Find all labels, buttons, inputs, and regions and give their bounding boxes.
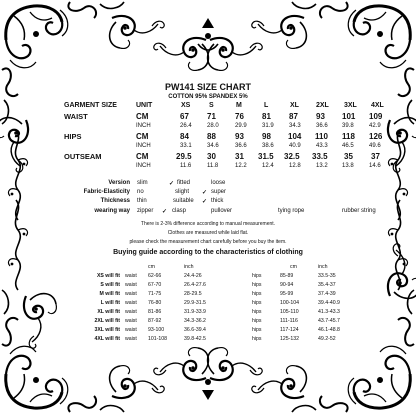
option-row-thickness: [60, 198, 360, 208]
value-cell: 126: [369, 132, 383, 141]
unit-cell: CM: [136, 152, 149, 161]
guide-part: waist: [125, 336, 137, 342]
unit-inch-label: inch: [184, 264, 194, 270]
guide-inch: 41.3-43.3: [318, 309, 340, 315]
value-cell: 40.9: [289, 143, 301, 149]
guide-inch: 36.6-39.4: [184, 327, 206, 333]
option-value: pullover: [211, 208, 233, 214]
guide-part: hips: [252, 309, 262, 315]
value-cell: 12.2: [235, 163, 247, 169]
buying-guide-title: Buying guide according to the characteristics of clothing: [113, 249, 303, 256]
value-cell: 32.5: [284, 152, 300, 161]
value-cell: 11.6: [180, 163, 192, 169]
measure-label: WAIST: [64, 112, 88, 121]
value-cell: 118: [342, 132, 355, 141]
guide-size: 4XL will fit: [94, 336, 120, 342]
value-cell: 33.1: [180, 143, 192, 149]
value-cell: 43.3: [316, 143, 328, 149]
guide-row: [80, 318, 350, 327]
guide-size: M will fit: [99, 291, 120, 297]
option-label: Version: [108, 180, 130, 186]
check-icon: ✓: [202, 190, 208, 196]
option-value: fitted: [177, 180, 191, 186]
guide-part: waist: [125, 309, 137, 315]
size-4xl: 4XL: [371, 102, 384, 109]
guide-inch: 31.9-33.9: [184, 309, 206, 315]
guide-part: waist: [125, 300, 137, 306]
guide-inch: 26.4-27.6: [184, 282, 206, 288]
unit-cell: CM: [136, 112, 149, 121]
value-cell: 36.6: [316, 123, 328, 129]
note-check-chart: please check the measurement chart carefully before you buy the item.: [129, 239, 287, 245]
guide-part: hips: [252, 282, 262, 288]
guide-cm: 90-94: [280, 282, 294, 288]
option-value: super: [211, 189, 227, 195]
option-label: Fabric-Elasticity: [83, 189, 130, 195]
guide-part: hips: [252, 300, 262, 306]
value-cell: 67: [180, 112, 189, 121]
value-cell: 35: [344, 152, 353, 161]
value-cell: 33.5: [312, 152, 328, 161]
unit-cm-label: cm: [148, 264, 155, 270]
option-label: Thickness: [100, 198, 130, 204]
value-cell: 42.9: [369, 123, 381, 129]
value-cell: 34.6: [207, 143, 219, 149]
guide-cm: 101-108: [148, 336, 168, 342]
value-cell: 14.6: [369, 163, 381, 169]
value-cell: 109: [369, 112, 383, 121]
value-cell: 38.6: [262, 143, 274, 149]
check-icon: ✓: [169, 181, 175, 187]
value-cell: 12.4: [262, 163, 274, 169]
option-value: thin: [137, 198, 147, 204]
value-cell: 31: [235, 152, 244, 161]
guide-inch: 46.1-48.8: [318, 327, 340, 333]
unit-cell: INCH: [136, 123, 151, 129]
value-cell: 98: [262, 132, 271, 141]
guide-cm: 76-80: [148, 300, 162, 306]
guide-row: [80, 336, 350, 345]
guide-size: XS will fit: [96, 273, 120, 279]
guide-cm: 105-110: [280, 309, 299, 315]
value-cell: 36.6: [235, 143, 247, 149]
guide-cm: 117-124: [280, 327, 299, 333]
guide-inch: 49.2-52: [318, 336, 336, 342]
guide-part: waist: [125, 282, 137, 288]
guide-part: waist: [125, 291, 137, 297]
option-value: rubber string: [342, 208, 376, 214]
unit-cell: INCH: [136, 143, 151, 149]
guide-inch: 24.4-26: [184, 273, 202, 279]
guide-cm: 100-104: [280, 300, 300, 306]
value-cell: 12.8: [289, 163, 301, 169]
chart-title: PW141 SIZE CHART: [164, 82, 251, 92]
value-cell: 49.6: [369, 143, 381, 149]
value-cell: 28.0: [207, 123, 219, 129]
guide-cm: 67-70: [148, 282, 162, 288]
guide-size: L will fit: [100, 300, 120, 306]
guide-part: hips: [252, 273, 262, 279]
value-cell: 88: [207, 132, 216, 141]
unit-cm-label: cm: [290, 264, 297, 270]
guide-inch: 39.4-40.9: [318, 300, 340, 306]
value-cell: 29.9: [235, 123, 247, 129]
option-label: wearing way: [94, 208, 130, 214]
guide-size: S will fit: [100, 282, 120, 288]
option-value: loose: [211, 180, 226, 186]
fabric-composition: COTTON 95% SPANDEX 5%: [168, 94, 248, 100]
value-cell: 84: [180, 132, 189, 141]
guide-row: [80, 282, 350, 291]
guide-part: hips: [252, 318, 262, 324]
option-value: slight: [175, 189, 190, 195]
guide-cm: 62-66: [148, 273, 162, 279]
guide-cm: 125-132: [280, 336, 300, 342]
guide-inch: 33.5-35: [318, 273, 336, 279]
option-value: zipper: [137, 208, 154, 214]
value-cell: 26.4: [180, 123, 192, 129]
guide-size: XL will fit: [97, 309, 120, 315]
guide-inch: 39.8-42.5: [184, 336, 206, 342]
value-cell: 13.8: [342, 163, 354, 169]
value-cell: 101: [342, 112, 356, 121]
value-cell: 11.8: [207, 163, 219, 169]
guide-cm: 87-92: [148, 318, 162, 324]
value-cell: 76: [235, 112, 244, 121]
guide-inch: 43.7-45.7: [318, 318, 340, 324]
guide-row: [80, 327, 350, 336]
option-value: thick: [211, 198, 224, 204]
value-cell: 34.3: [289, 123, 301, 129]
unit-cell: CM: [136, 132, 149, 141]
check-icon: ✓: [162, 209, 168, 215]
unit-inch-label: inch: [318, 264, 328, 270]
guide-part: hips: [252, 336, 262, 342]
option-value: slim: [137, 180, 148, 186]
guide-size: 3XL will fit: [94, 327, 120, 333]
measure-label: OUTSEAM: [64, 152, 102, 161]
size-s: S: [209, 102, 214, 109]
guide-part: waist: [125, 273, 137, 279]
guide-cm: 95-99: [280, 291, 294, 297]
value-cell: 46.5: [342, 143, 354, 149]
option-value: no: [137, 189, 144, 195]
guide-cm: 81-86: [148, 309, 162, 315]
size-l: L: [264, 102, 269, 109]
guide-inch: 29.9-31.5: [184, 300, 206, 306]
guide-part: waist: [125, 327, 137, 333]
guide-size: 2XL will fit: [94, 318, 120, 324]
option-value: tying rope: [278, 208, 305, 214]
guide-unit-row: [80, 264, 340, 273]
guide-inch: 28-29.5: [184, 291, 202, 297]
guide-part: hips: [252, 291, 262, 297]
guide-cm: 85-89: [280, 273, 294, 279]
guide-part: hips: [252, 327, 262, 333]
value-cell: 104: [288, 132, 302, 141]
guide-row: [80, 309, 350, 318]
check-icon: ✓: [202, 199, 208, 205]
size-xs: XS: [181, 102, 191, 109]
guide-cm: 71-75: [148, 291, 162, 297]
size-3xl: 3XL: [344, 102, 357, 109]
guide-cm: 93-100: [148, 327, 165, 333]
size-2xl: 2XL: [316, 102, 329, 109]
value-cell: 93: [235, 132, 244, 141]
note-measurement: There is 2-3% difference according to manual measurement.: [140, 221, 276, 227]
unit-label: UNIT: [136, 102, 153, 109]
value-cell: 31.5: [258, 152, 274, 161]
value-cell: 87: [289, 112, 298, 121]
value-cell: 81: [262, 112, 271, 121]
option-row-wearing-way: [60, 208, 376, 218]
option-value: suitable: [173, 198, 194, 204]
value-cell: 110: [315, 132, 328, 141]
guide-part: waist: [125, 318, 137, 324]
value-cell: 31.9: [262, 123, 274, 129]
unit-cell: INCH: [136, 163, 151, 169]
value-cell: 13.2: [316, 163, 328, 169]
value-cell: 39.8: [342, 123, 354, 129]
size-xl: XL: [290, 102, 299, 109]
value-cell: 29.5: [176, 152, 192, 161]
value-cell: 93: [316, 112, 325, 121]
guide-inch: 34.3-36.2: [184, 318, 206, 324]
note-laid-flat: Clothes are measured while laid flat.: [167, 230, 249, 236]
value-cell: 37: [371, 152, 380, 161]
guide-cm: 111-116: [280, 318, 298, 324]
guide-row: [80, 300, 350, 309]
option-value: clasp: [172, 208, 187, 214]
value-cell: 30: [207, 152, 216, 161]
guide-row: [80, 273, 350, 282]
garment-size-label: GARMENT SIZE: [64, 102, 117, 109]
measure-label: HIPS: [64, 132, 82, 141]
size-m: M: [236, 102, 242, 109]
guide-inch: 37.4-39: [318, 291, 336, 297]
value-cell: 71: [207, 112, 216, 121]
guide-row: [80, 291, 350, 300]
guide-inch: 35.4-37: [318, 282, 336, 288]
